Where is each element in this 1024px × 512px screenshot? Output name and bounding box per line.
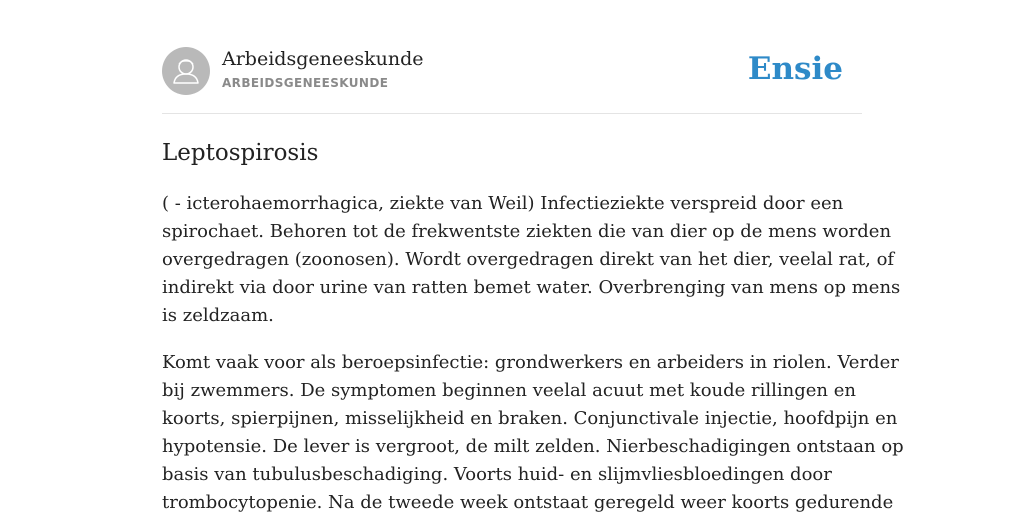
text-line: is zeldzaam.: [162, 305, 274, 326]
text-line: Komt vaak voor als beroepsinfectie: grondwerkers en arbeiders in riolen. Verder: [162, 352, 899, 373]
text-line: ( - icterohaemorrhagica, ziekte van Weil) Infectieziekte verspreid door een: [162, 193, 844, 214]
text-line: bij zwemmers. De symptomen beginnen veelal acuut met koude rillingen en: [162, 380, 856, 401]
header: [162, 47, 862, 114]
article-title: Leptospirosis: [162, 140, 319, 166]
text-line: basis van tubulusbeschadiging. Voorts huid- en slijmvliesbloedingen door: [162, 464, 832, 485]
text-line: trombocytopenie. Na de tweede week ontstaat geregeld weer koorts gedurende: [162, 492, 894, 512]
paragraph: [162, 349, 904, 512]
author-category[interactable]: ARBEIDSGENEESKUNDE: [222, 76, 389, 90]
paragraph: [162, 190, 901, 330]
author-name[interactable]: Arbeidsgeneeskunde: [222, 48, 424, 70]
user-icon: [162, 47, 210, 95]
brand-logo[interactable]: Ensie: [747, 51, 843, 87]
article-body: [162, 190, 904, 512]
text-line: spirochaet. Behoren tot de frekwentste ziekten die van dier op de mens worden: [162, 221, 892, 242]
text-line: hypotensie. De lever is vergroot, de milt zelden. Nierbeschadigingen ontstaan op: [162, 436, 904, 457]
text-line: indirekt via door urine van ratten bemet water. Overbrenging van mens op mens: [162, 277, 901, 298]
text-line: overgedragen (zoonosen). Wordt overgedragen direkt van het dier, veelal rat, of: [162, 249, 895, 270]
avatar[interactable]: [162, 47, 210, 95]
text-line: koorts, spierpijnen, misselijkheid en braken. Conjunctivale injectie, hoofdpijn en: [162, 408, 898, 429]
